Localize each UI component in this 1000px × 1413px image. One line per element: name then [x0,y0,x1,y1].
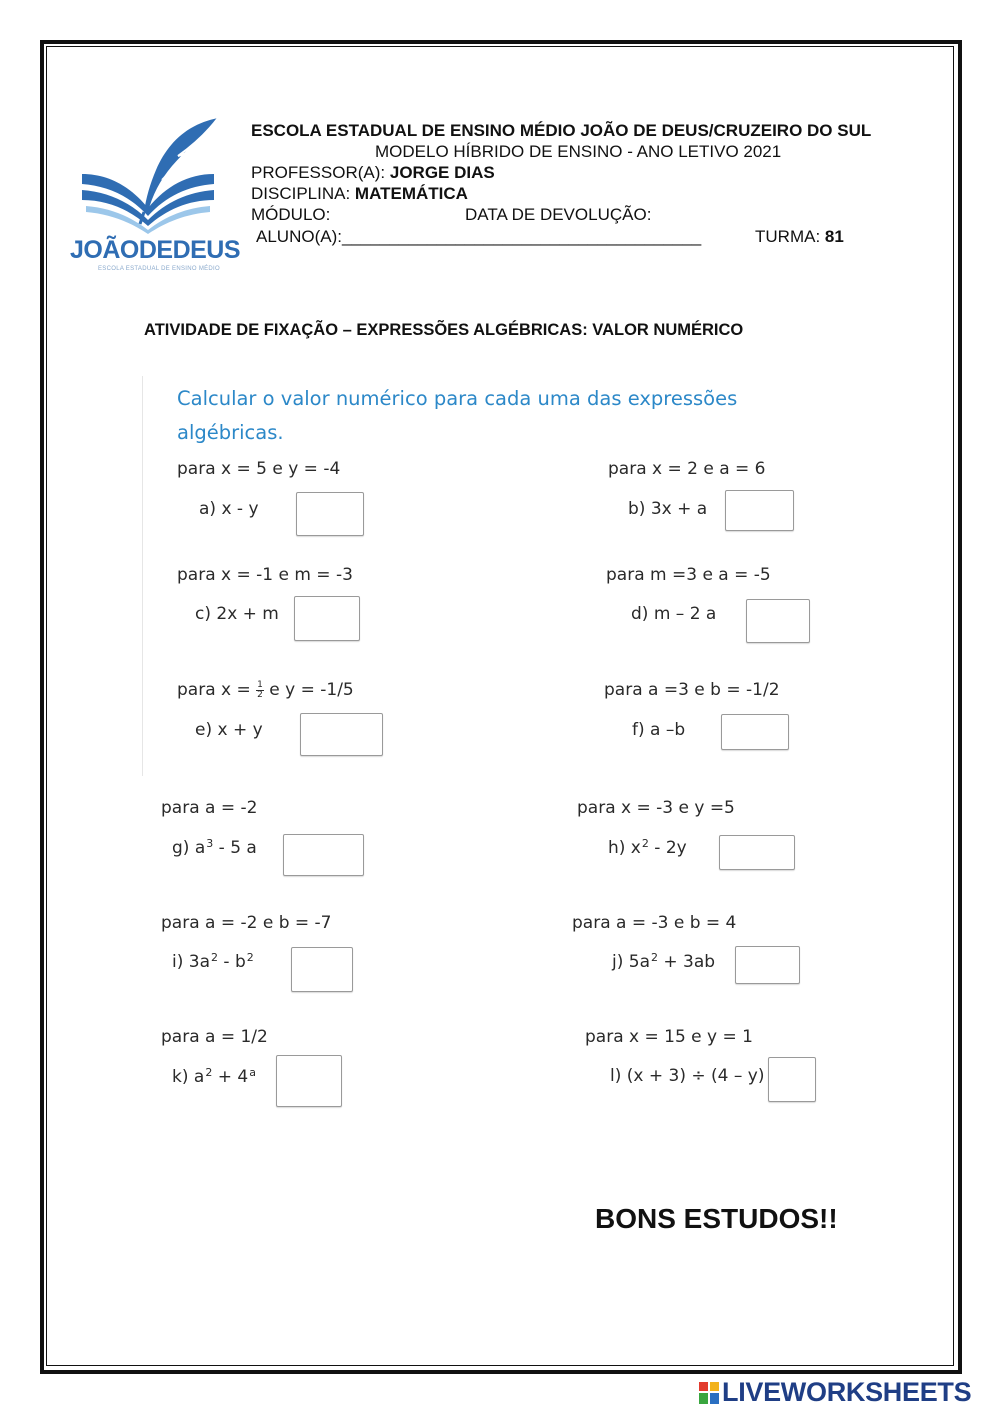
expression-k-exponent-2: a [249,1066,256,1079]
fraction-denominator: 2 [257,689,263,700]
class-line [755,227,844,247]
professor-line [251,163,495,183]
student-field[interactable]: ALUNO(A):______________________________________ [256,227,702,246]
divider [142,376,143,776]
professor-label: PROFESSOR(A): [251,163,390,182]
expression-g-exponent: 3 [206,837,214,850]
logo-text: JOÃODEDEUS [70,236,241,264]
expression-b: b) 3x + a [628,499,708,519]
expression-g-rest: - 5 a [213,838,257,858]
condition-b: para x = 2 e a = 6 [608,459,766,479]
activity-title: ATIVIDADE DE FIXAÇÃO – EXPRESSÕES ALGÉBRICAS: VALOR NUMÉRICO [144,321,744,339]
school-name: ESCOLA ESTADUAL DE ENSINO MÉDIO JOÃO DE DEUS/CRUZEIRO DO SUL [251,121,872,140]
expression-k-base: k) a [172,1067,205,1087]
discipline-name: MATEMÁTICA [354,184,468,203]
answer-box-a[interactable] [296,492,364,536]
condition-g: para a = -2 [161,798,258,818]
expression-c: c) 2x + m [195,604,279,624]
teaching-model: MODELO HÍBRIDO DE ENSINO - ANO LETIVO 2021 [375,142,782,161]
liveworksheets-brand: LIVEWORKSHEETS [722,1377,972,1407]
expression-i-exponent-2: 2 [246,951,254,964]
expression-l: l) (x + 3) ÷ (4 – y) [610,1066,765,1086]
return-date-label: DATA DE DEVOLUÇÃO: [465,205,652,224]
expression-h-rest: - 2y [648,838,687,858]
condition-d: para m =3 e a = -5 [606,565,771,585]
class-value: 81 [824,227,844,246]
answer-box-f[interactable] [721,714,789,750]
expression-h-base: h) x [608,838,641,858]
answer-box-l[interactable] [768,1057,816,1102]
answer-box-j[interactable] [735,946,800,984]
expression-g [172,837,257,858]
expression-k [172,1066,256,1087]
condition-i: para a = -2 e b = -7 [161,913,332,933]
condition-j: para a = -3 e b = 4 [572,913,737,933]
discipline-label: DISCIPLINA: [251,184,355,203]
answer-box-d[interactable] [746,599,810,643]
expression-f: f) a –b [632,720,686,740]
expression-d: d) m – 2 a [631,604,717,624]
fraction-numerator: 1 [257,679,263,690]
professor-name: JORGE DIAS [389,163,495,182]
class-label: TURMA: [755,227,825,246]
answer-box-c[interactable] [294,596,360,641]
condition-a: para x = 5 e y = -4 [177,459,341,479]
expression-h [608,837,687,858]
answer-box-g[interactable] [283,834,364,876]
condition-c: para x = -1 e m = -3 [177,565,353,585]
condition-f: para a =3 e b = -1/2 [604,680,780,700]
discipline-line [251,184,468,204]
condition-h: para x = -3 e y =5 [577,798,735,818]
condition-k: para a = 1/2 [161,1027,268,1047]
condition-e-suffix: e y = -1/5 [263,680,354,700]
expression-k-mid: + 4 [212,1067,249,1087]
expression-i-base: i) 3a [172,952,210,972]
answer-box-k[interactable] [276,1055,342,1107]
instruction-text: Calcular o valor numérico para cada uma das expressões algébricas. [177,387,738,444]
condition-l: para x = 15 e y = 1 [585,1027,753,1047]
expression-j [612,951,715,972]
condition-e [177,680,354,700]
condition-e-prefix: para x = [177,680,257,700]
fraction-one-half [256,681,264,700]
expression-j-base: j) 5a [612,952,650,972]
answer-box-h[interactable] [719,835,795,870]
answer-box-e[interactable] [300,713,383,756]
liveworksheets-logo-icon [698,1381,720,1405]
expression-k-exponent: 2 [205,1066,213,1079]
answer-box-i[interactable] [291,947,353,992]
expression-i [172,951,254,972]
expression-a: a) x - y [199,499,259,519]
answer-box-b[interactable] [725,490,794,531]
expression-j-exponent: 2 [651,951,658,964]
expression-g-base: g) a [172,838,206,858]
logo-subtext: ESCOLA ESTADUAL DE ENSINO MÉDIO [98,266,220,272]
expression-h-exponent: 2 [641,837,649,850]
expression-j-rest: + 3ab [658,952,716,972]
expression-i-exponent: 2 [211,951,218,964]
closing-message: BONS ESTUDOS!! [595,1203,838,1234]
module-label: MÓDULO: [251,205,331,224]
expression-i-mid: - b [218,952,246,972]
expression-e: e) x + y [195,720,263,740]
